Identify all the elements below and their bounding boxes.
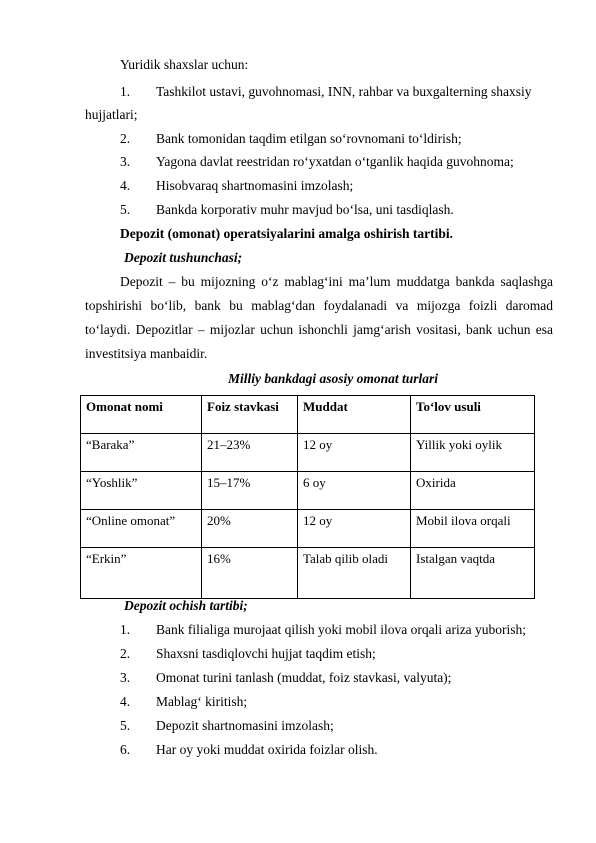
- table-row: [81, 548, 535, 599]
- table-cell: Talab qilib oladi: [298, 548, 411, 599]
- list-number: 3.: [120, 670, 131, 685]
- list-number: 1.: [120, 622, 131, 637]
- list-text: Omonat turini tanlash (muddat, foiz stavkasi, valyuta);: [156, 670, 452, 685]
- list-number: 3.: [120, 154, 131, 169]
- table-cell: 21–23%: [202, 434, 298, 472]
- table-cell: 12 oy: [298, 434, 411, 472]
- column-header: Omonat nomi: [81, 396, 202, 434]
- concept-title: Depozit tushunchasi;: [124, 250, 243, 265]
- section-title: Depozit (omonat) operatsiyalarini amalga oshirish tartibi.: [120, 226, 453, 241]
- list-text: Bank tomonidan taqdim etilgan so‘rovnomani to‘ldirish;: [156, 131, 462, 146]
- table-title: Milliy bankdagi asosiy omonat turlari: [228, 371, 439, 386]
- deposit-types-table: [80, 395, 535, 599]
- list-text: Depozit shartnomasini imzolash;: [156, 718, 334, 733]
- list-text: Shaxsni tasdiqlovchi hujjat taqdim etish;: [156, 646, 376, 661]
- table-cell: Oxirida: [411, 472, 535, 510]
- list-text: Yagona davlat reestridan ro‘yxatdan o‘tganlik haqida guvohnoma;: [156, 154, 514, 169]
- table-cell: “Erkin”: [81, 548, 202, 599]
- column-header: To‘lov usuli: [411, 396, 535, 434]
- list-number: 5.: [120, 202, 131, 217]
- table-cell: 6 oy: [298, 472, 411, 510]
- table-cell: “Baraka”: [81, 434, 202, 472]
- list-item-continuation: hujjatlari;: [85, 107, 138, 122]
- table-cell: 12 oy: [298, 510, 411, 548]
- list-text: Bankda korporativ muhr mavjud bo‘lsa, uni tasdiqlash.: [156, 202, 454, 217]
- list-number: 5.: [120, 718, 131, 733]
- table-header-row: [81, 396, 535, 434]
- table-cell: “Online omonat”: [81, 510, 202, 548]
- list-number: 4.: [120, 178, 131, 193]
- list-number: 1.: [120, 84, 131, 99]
- list-number: 2.: [120, 646, 131, 661]
- table-row: [81, 434, 535, 472]
- table-cell: 20%: [202, 510, 298, 548]
- list-text: Mablag‘ kiritish;: [156, 694, 248, 709]
- table-cell: Istalgan vaqtda: [411, 548, 535, 599]
- table-cell: 15–17%: [202, 472, 298, 510]
- list-text: Hisobvaraq shartnomasini imzolash;: [156, 178, 354, 193]
- list-text: Bank filialiga murojaat qilish yoki mobil ilova orqali ariza yuborish;: [156, 622, 527, 637]
- opening-title: Depozit ochish tartibi;: [124, 598, 248, 613]
- column-header: Foiz stavkasi: [202, 396, 298, 434]
- list-number: 4.: [120, 694, 131, 709]
- list-text: Har oy yoki muddat oxirida foizlar olish.: [156, 742, 378, 757]
- table-row: [81, 472, 535, 510]
- concept-paragraph: Depozit – bu mijozning o‘z mablag‘ini ma’lum muddatga bankda saqlashga topshirishi bo‘lib, bank bu mablag‘dan foydalanadi va mijozga foizli daromad to‘laydi. Depozitlar – mijozlar uchun ishonchli jamg‘arish vositasi, bank uchun esa investitsiya manbaidir.: [85, 274, 553, 361]
- table-cell: Yillik yoki oylik: [411, 434, 535, 472]
- table-row: [81, 510, 535, 548]
- list-text: Tashkilot ustavi, guvohnomasi, INN, rahbar va buxgalterning shaxsiy: [156, 84, 532, 99]
- column-header: Muddat: [298, 396, 411, 434]
- table-cell: “Yoshlik”: [81, 472, 202, 510]
- table-cell: Mobil ilova orqali: [411, 510, 535, 548]
- list-number: 6.: [120, 742, 131, 757]
- legal-entities-heading: Yuridik shaxslar uchun:: [120, 57, 249, 72]
- table-cell: 16%: [202, 548, 298, 599]
- list-number: 2.: [120, 131, 131, 146]
